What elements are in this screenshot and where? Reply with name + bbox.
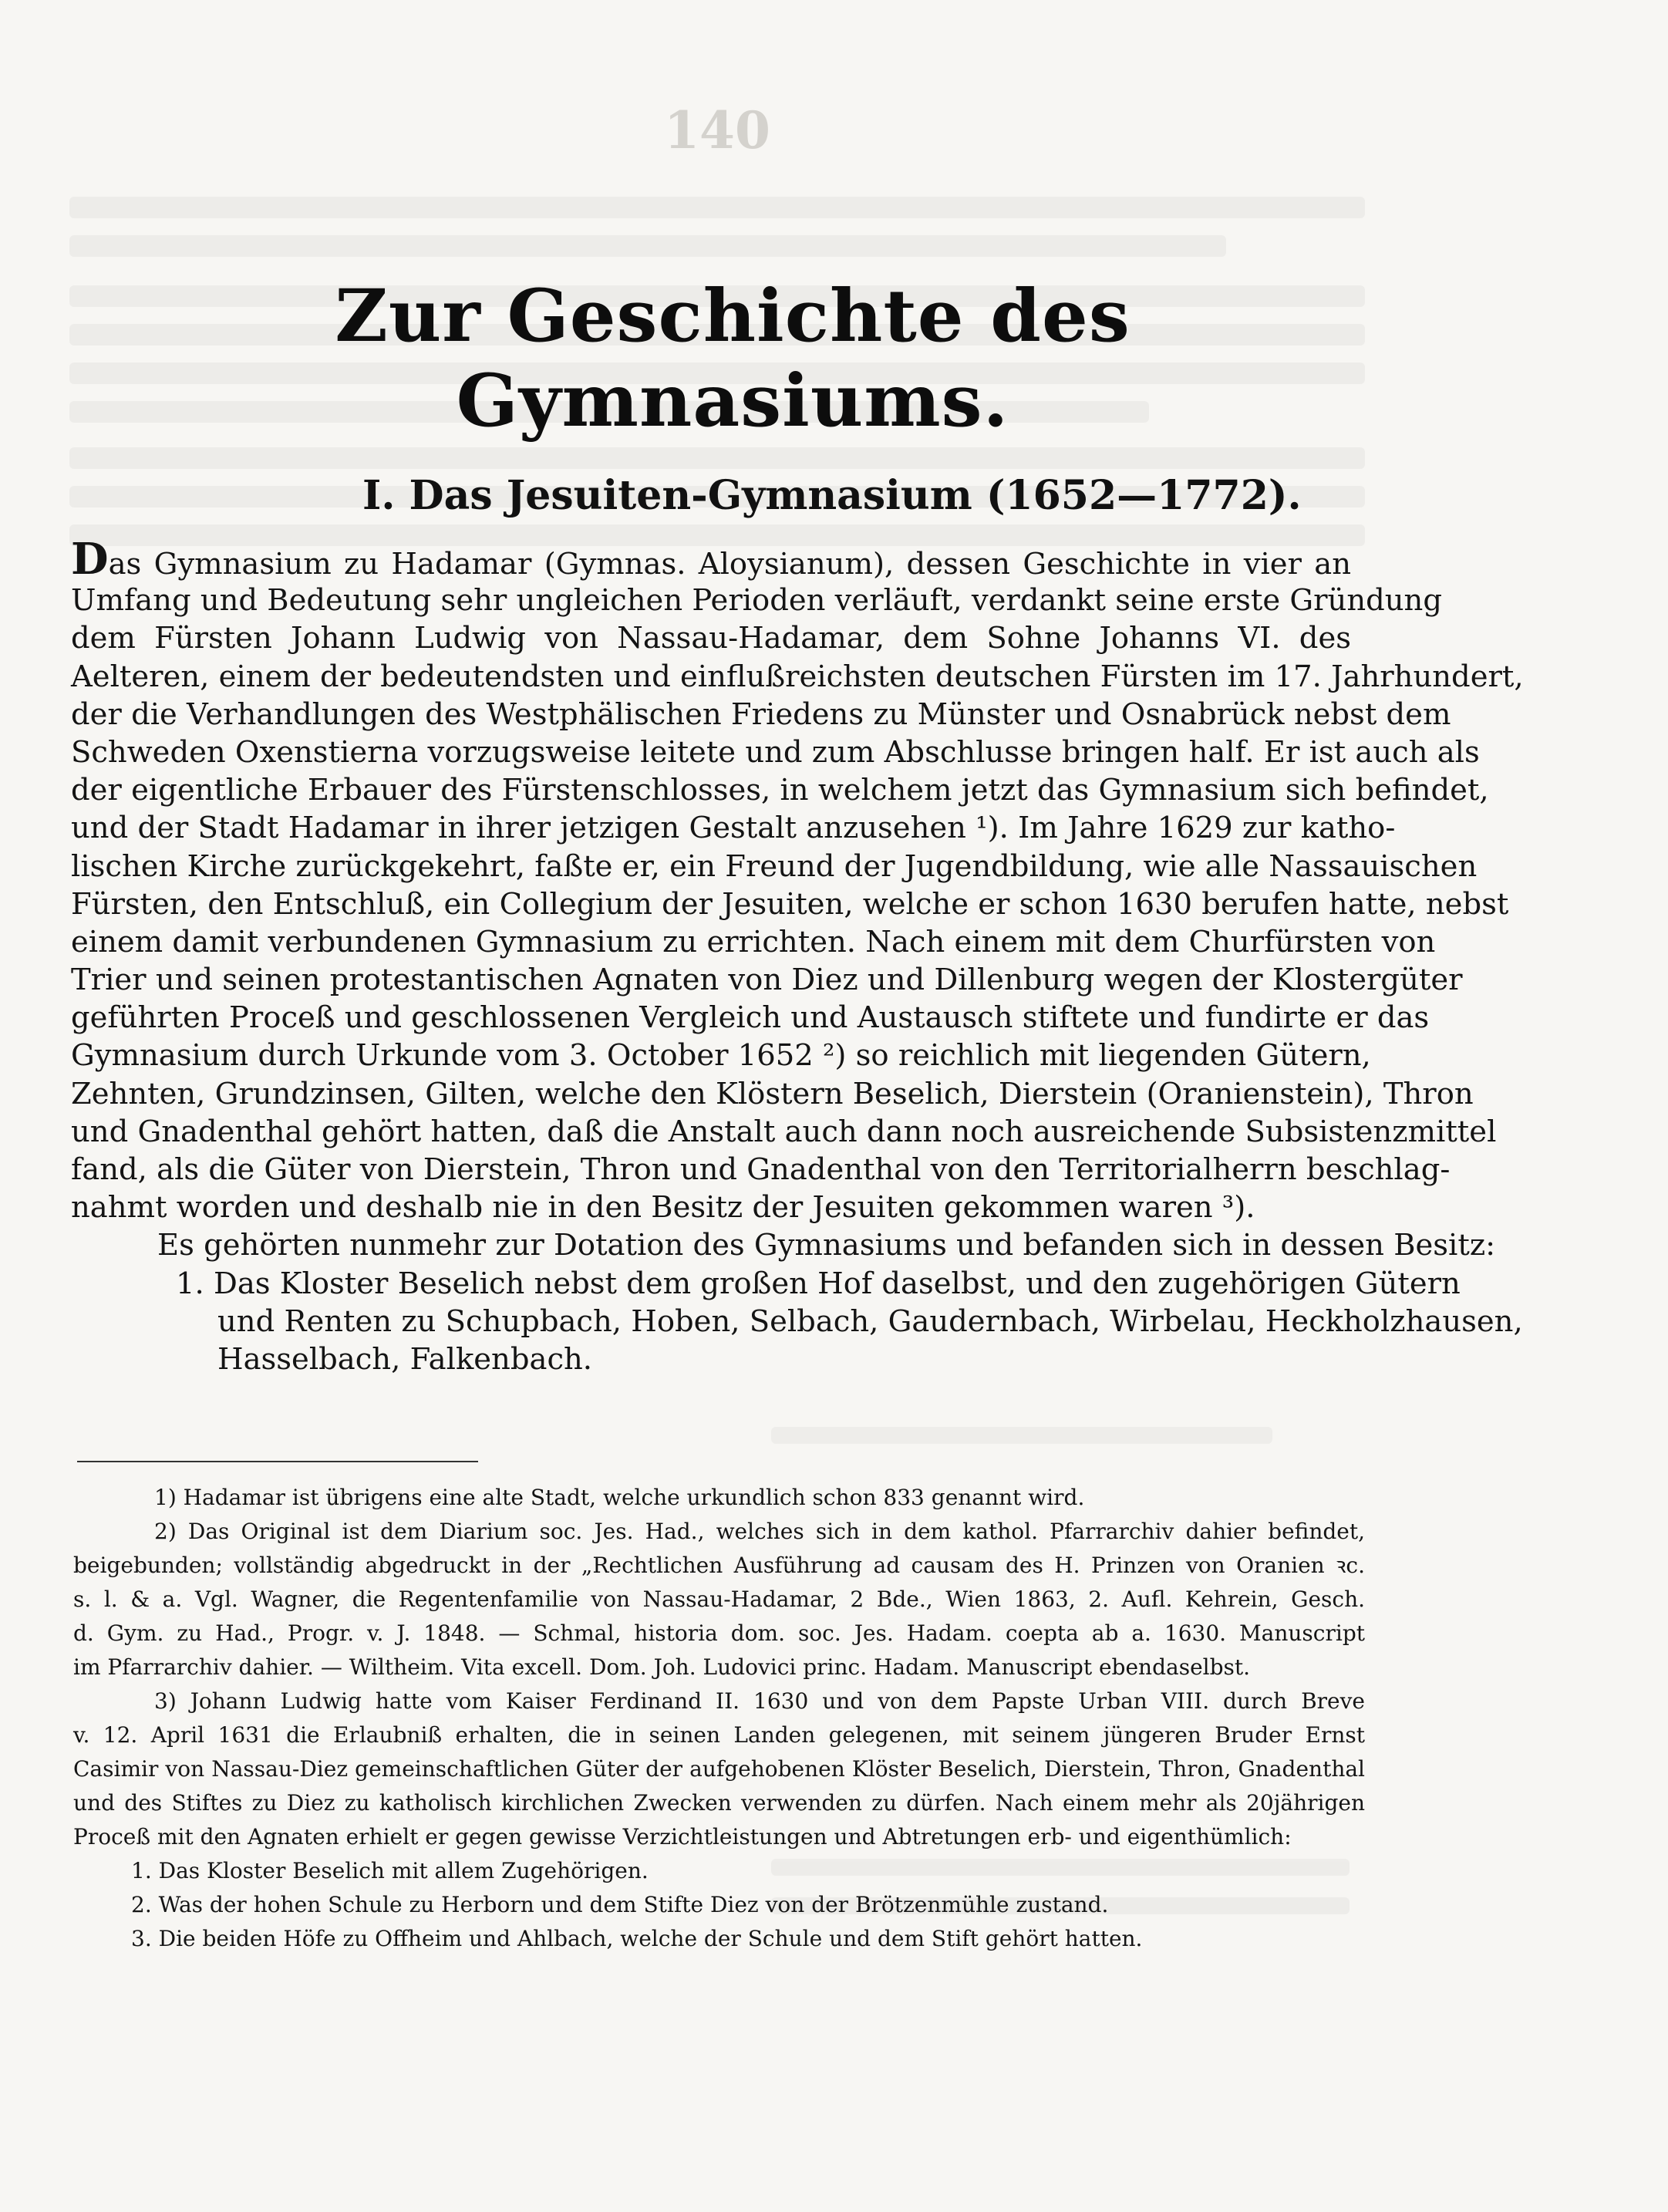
body-text xyxy=(71,534,1524,1378)
body-line: Gymnasium durch Urkunde vom 3. October 1652 ²) so reichlich mit liegenden Gütern, xyxy=(71,1038,1371,1074)
body-line: nahmt worden und deshalb nie in den Besitz der Jesuiten gekommen waren ³). xyxy=(71,1190,1255,1226)
footnote-line: Proceß mit den Agnaten erhielt er gegen gewisse Verzichtleistungen und Abtretungen erb- und eigenthümlich: xyxy=(73,1824,1292,1850)
body-line: geführten Proceß und geschlossenen Vergleich und Austausch stiftete und fundirte er das xyxy=(71,1000,1430,1036)
page-title: Zur Geschichte des Gymnasiums. xyxy=(335,274,1131,443)
footnote-divider xyxy=(77,1461,478,1462)
body-line: Umfang und Bedeutung sehr ungleichen Perioden verläuft, verdankt seine erste Gründung xyxy=(71,583,1442,619)
body-line: Schweden Oxenstierna vorzugsweise leitete und zum Abschlusse bringen half. Er ist auch als xyxy=(71,734,1480,770)
footnotes xyxy=(73,1481,1365,1956)
footnote-line: 1. Das Kloster Beselich mit allem Zugehörigen. xyxy=(131,1858,649,1883)
body-line: Zehnten, Grundzinsen, Gilten, welche den Klöstern Beselich, Dierstein (Oranienstein), Thron xyxy=(71,1076,1474,1111)
body-line: Das Gymnasium zu Hadamar (Gymnas. Aloysianum), dessen Geschichte in vier an xyxy=(71,534,1351,585)
footnote-line: beigebunden; vollständig abgedruckt in der „Rechtlichen Ausführung ad causam des H. Prinzen von Oranien ꝛc. xyxy=(73,1553,1365,1578)
body-line: und der Stadt Hadamar in ihrer jetzigen Gestalt anzusehen ¹). Im Jahre 1629 zur katho- xyxy=(71,811,1396,846)
footnote-line: v. 12. April 1631 die Erlaubniß erhalten, die in seinen Landen gelegenen, mit seinem jüngeren Bruder Ernst xyxy=(73,1722,1365,1748)
body-line: Aelteren, einem der bedeutendsten und einflußreichsten deutschen Fürsten im 17. Jahrhundert, xyxy=(71,659,1524,694)
body-line: einem damit verbundenen Gymnasium zu errichten. Nach einem mit dem Churfürsten von xyxy=(71,924,1436,959)
footnote-line: Casimir von Nassau-Diez gemeinschaftlichen Güter der aufgehobenen Klöster Beselich, Dierstein, Thron, Gnadenthal xyxy=(73,1756,1365,1782)
body-line: lischen Kirche zurückgekehrt, faßte er, ein Freund der Jugendbildung, wie alle Nassauischen xyxy=(71,848,1478,884)
footnote-line: im Pfarrarchiv dahier. — Wiltheim. Vita excell. Dom. Joh. Ludovici princ. Hadam. Manuscript ebendaselbst. xyxy=(73,1654,1251,1680)
footnote-line: und des Stiftes zu Diez zu katholisch kirchlichen Zwecken verwenden zu dürfen. Nach einem mehr als 20jährigen xyxy=(73,1790,1365,1816)
body-line: fand, als die Güter von Dierstein, Thron und Gnadenthal von den Territorialherrn beschlag- xyxy=(71,1152,1451,1187)
body-line: der die Verhandlungen des Westphälischen Friedens zu Münster und Osnabrück nebst dem xyxy=(71,696,1451,732)
body-line: Hasselbach, Falkenbach. xyxy=(217,1341,593,1377)
footnote-line: 3. Die beiden Höfe zu Offheim und Ahlbach, welche der Schule und dem Stift gehört hatten. xyxy=(131,1926,1143,1951)
body-line: und Renten zu Schupbach, Hoben, Selbach, Gaudernbach, Wirbelau, Heckholzhausen, xyxy=(217,1303,1523,1339)
footnote-line: s. l. & a. Vgl. Wagner, die Regentenfamilie von Nassau-Hadamar, 2 Bde., Wien 1863, 2. Aufl. Kehrein, Gesch. xyxy=(73,1587,1365,1612)
footnote-line: 1) Hadamar ist übrigens eine alte Stadt, welche urkundlich schon 833 genannt wird. xyxy=(154,1485,1085,1510)
body-line: der eigentliche Erbauer des Fürstenschlosses, in welchem jetzt das Gymnasium sich befindet, xyxy=(71,773,1489,808)
body-line: Fürsten, den Entschluß, ein Collegium der Jesuiten, welche er schon 1630 berufen hatte, nebst xyxy=(71,886,1509,922)
footnote-line: d. Gym. zu Had., Progr. v. J. 1848. — Schmal, historia dom. soc. Jes. Hadam. coepta ab a. 1630. Manuscript xyxy=(73,1620,1365,1646)
body-line: Trier und seinen protestantischen Agnaten von Diez und Dillenburg wegen der Klostergüter xyxy=(71,963,1463,998)
body-line: und Gnadenthal gehört hatten, daß die Anstalt auch dann noch ausreichende Subsistenzmittel xyxy=(71,1114,1497,1149)
footnote-line: 2. Was der hohen Schule zu Herborn und dem Stifte Diez von der Brötzenmühle zustand. xyxy=(131,1892,1109,1917)
footnote-line: 3) Johann Ludwig hatte vom Kaiser Ferdinand II. 1630 und von dem Papste Urban VIII. durch Breve xyxy=(154,1688,1365,1714)
section-heading: I. Das Jesuiten-Gymnasium (1652—1772). xyxy=(362,472,1302,519)
body-line: dem Fürsten Johann Ludwig von Nassau-Hadamar, dem Sohne Johanns VI. des xyxy=(71,621,1351,656)
drop-cap: D xyxy=(71,534,109,585)
page-number: 140 xyxy=(664,100,770,160)
footnote-line: 2) Das Original ist dem Diarium soc. Jes. Had., welches sich in dem kathol. Pfarrarchiv dahier befindet, xyxy=(154,1519,1365,1544)
body-line: 1. Das Kloster Beselich nebst dem großen Hof daselbst, und den zugehörigen Gütern xyxy=(176,1266,1461,1301)
body-line: Es gehörten nunmehr zur Dotation des Gymnasiums und befanden sich in dessen Besitz: xyxy=(157,1228,1496,1263)
